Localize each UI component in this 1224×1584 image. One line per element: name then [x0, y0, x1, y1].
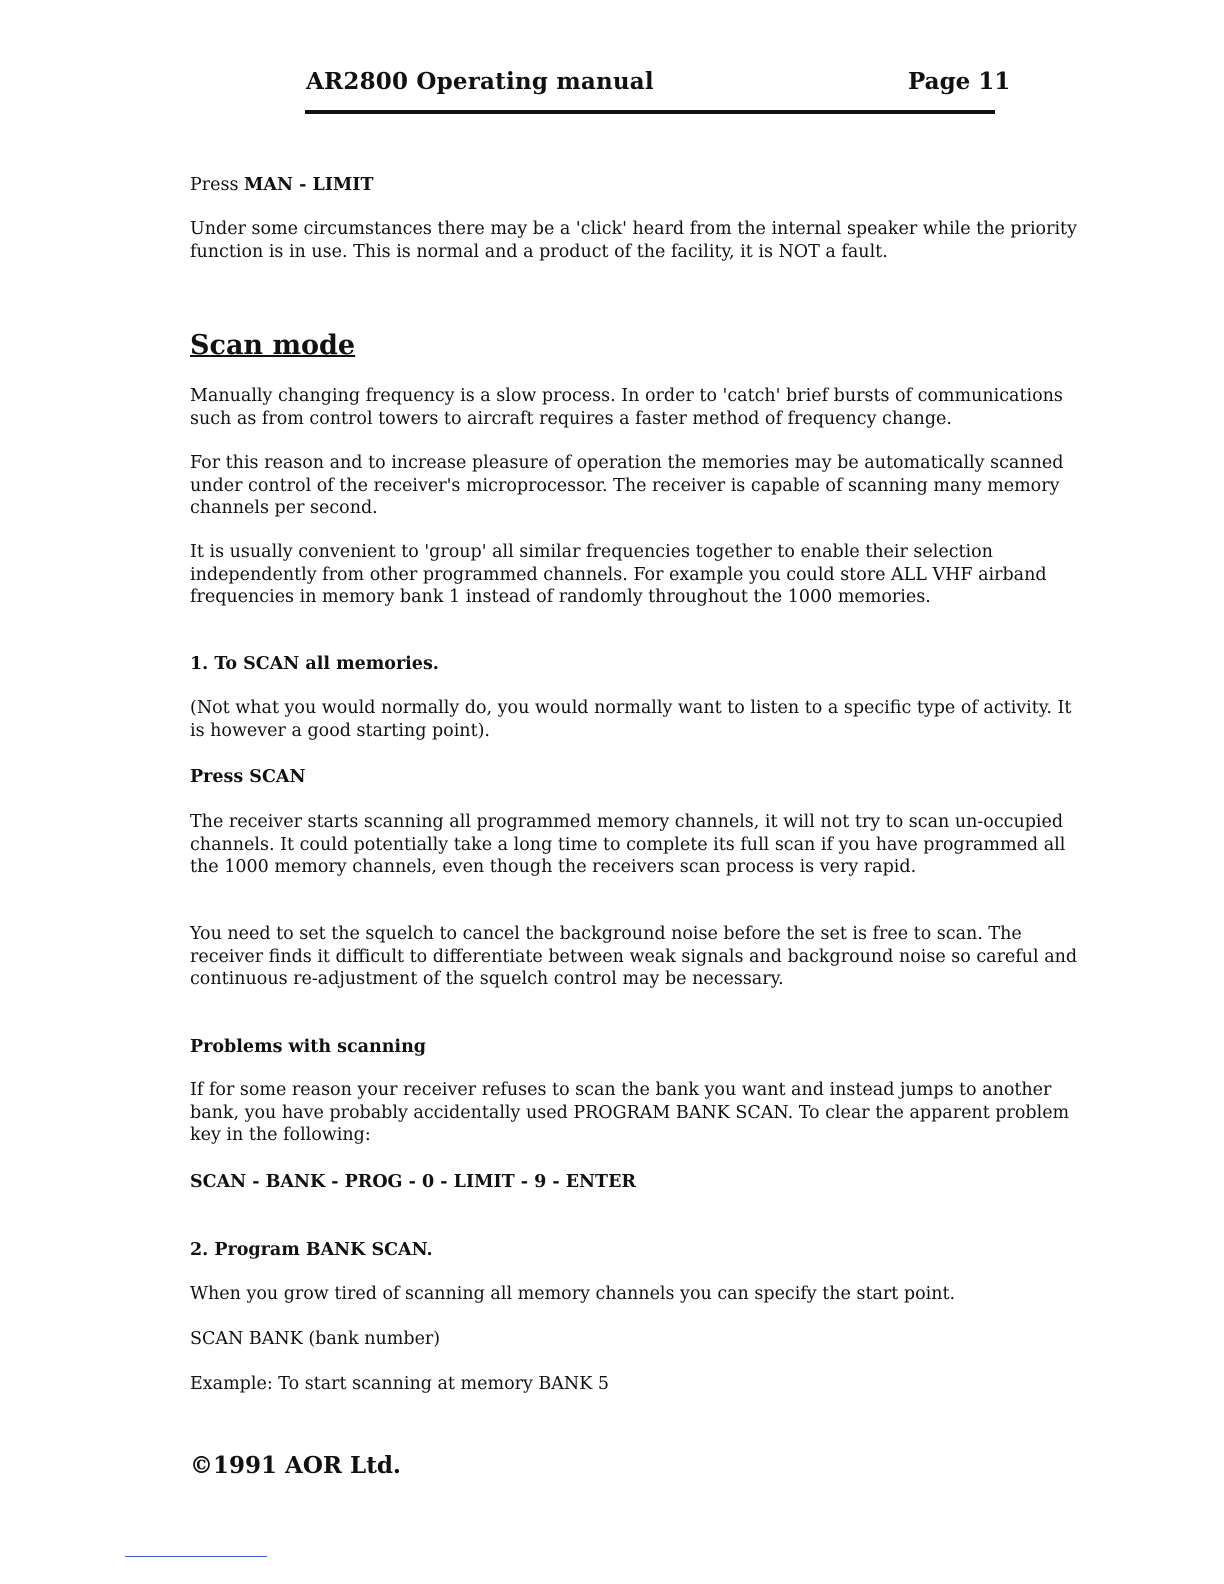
press-instruction [190, 174, 1090, 197]
section-1-paragraph-2: You need to set the squelch to cancel the background noise before the set is free to scan. The receiver finds it difficult to differentiate between weak signals and background noise so careful and continuous re-adjustment of the squelch control may be necessary. [190, 924, 1078, 989]
page-number: Page 11 [908, 68, 1011, 95]
header-rule [305, 110, 995, 114]
press-scan-instruction: Press SCAN [190, 767, 306, 787]
header-title: AR2800 Operating manual [306, 68, 654, 95]
press-keys: MAN - LIMIT [244, 175, 374, 195]
key-sequence: SCAN - BANK - PROG - 0 - LIMIT - 9 - ENTER [190, 1172, 636, 1192]
page-edge-line [125, 1556, 267, 1557]
press-label: Press [190, 175, 239, 195]
scan-mode-paragraph-1: Manually changing frequency is a slow process. In order to 'catch' brief bursts of communications such as from control towers to aircraft requires a faster method of frequency change. [190, 386, 1063, 429]
section-1-heading: 1. To SCAN all memories. [190, 654, 439, 674]
example-line: Example: To start scanning at memory BANK 5 [190, 1374, 610, 1394]
priority-click-note: Under some circumstances there may be a 'click' heard from the internal speaker while the priority function is in use. This is normal and a product of the facility, it is NOT a fault. [190, 219, 1077, 262]
scan-mode-paragraph-3: It is usually convenient to 'group' all similar frequencies together to enable their selection independently from other programmed channels. For example you could store ALL VHF airband frequencies in memory bank 1 instead of randomly throughout the 1000 memories. [190, 542, 1047, 607]
section-1-paragraph-1: The receiver starts scanning all programmed memory channels, it will not try to scan un-occupied channels. It could potentially take a long time to complete its full scan if you have programmed all the 1000 memory channels, even though the receivers scan process is very rapid. [190, 812, 1066, 877]
section-2-paragraph: When you grow tired of scanning all memory channels you can specify the start point. [190, 1284, 956, 1304]
scan-mode-heading: Scan mode [190, 330, 356, 361]
scan-mode-paragraph-2: For this reason and to increase pleasure of operation the memories may be automatically scanned under control of the receiver's microprocessor. The receiver is capable of scanning many memory channels per second. [190, 453, 1064, 518]
section-1-note: (Not what you would normally do, you would normally want to listen to a specific type of activity. It is however a good starting point). [190, 698, 1072, 741]
section-2-heading: 2. Program BANK SCAN. [190, 1240, 433, 1260]
scan-bank-syntax: SCAN BANK (bank number) [190, 1329, 441, 1349]
problems-paragraph: If for some reason your receiver refuses to scan the bank you want and instead jumps to another bank, you have probably accidentally used PROGRAM BANK SCAN. To clear the apparent problem key in the following: [190, 1080, 1070, 1145]
problems-heading: Problems with scanning [190, 1037, 427, 1057]
copyright-footer: ©1991 AOR Ltd. [190, 1452, 401, 1479]
